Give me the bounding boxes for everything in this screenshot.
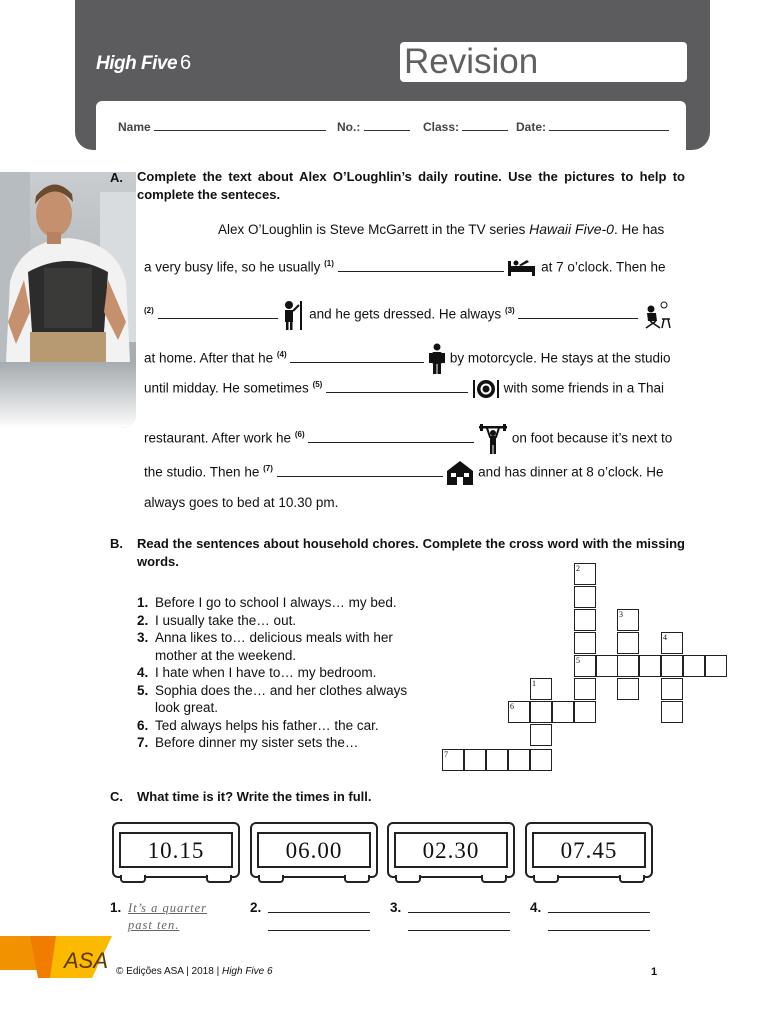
answer-label-1: 1.	[110, 900, 122, 915]
footer-copyright: © Edições ASA | 2018 | High Five 6	[116, 966, 273, 977]
crossword-cell[interactable]	[530, 701, 552, 723]
answer-blank-7[interactable]	[277, 464, 443, 477]
answer-blank-1[interactable]	[338, 259, 504, 272]
crossword-cell[interactable]	[574, 632, 596, 654]
answer-line[interactable]	[548, 930, 650, 931]
crossword-cell[interactable]: 5	[574, 655, 596, 677]
text-line-2: a very busy life, so he usually $^{(1)}$ at 7 o’clock. Then he	[144, 258, 666, 278]
crossword-cell[interactable]: 4	[661, 632, 683, 654]
crossword-cell[interactable]	[617, 655, 639, 677]
crossword-cell[interactable]	[705, 655, 727, 677]
list-item: 5. Sophia does the… and her clothes always	[137, 682, 408, 698]
answer-label-2: 2.	[250, 900, 262, 915]
plate-icon	[472, 379, 500, 399]
text-line-5: until midday. He sometimes $^{(5)}$ with some friends in a Thai	[144, 379, 664, 399]
crossword-cell[interactable]	[683, 655, 705, 677]
crossword-cell[interactable]	[574, 609, 596, 631]
list-item: 7. Before dinner my sister sets the…	[137, 735, 359, 750]
answer-line[interactable]	[408, 912, 510, 913]
digital-clock: 10.15	[112, 822, 240, 878]
crossword-cell[interactable]	[464, 749, 486, 771]
text-line-1: Alex O’Loughlin is Steve McGarrett in the TV series Hawaii Five-0. He has	[218, 221, 665, 237]
list-item: mother at the weekend.	[155, 647, 297, 663]
answer-blank-2[interactable]	[158, 306, 278, 319]
list-item: 2. I usually take the… out.	[137, 612, 297, 628]
section-b-letter: B.	[110, 536, 123, 551]
crossword-cell[interactable]: 6	[508, 701, 530, 723]
asa-logo	[0, 930, 115, 983]
crossword-cell[interactable]	[596, 655, 618, 677]
sentence-list	[137, 594, 427, 752]
weightlifting-icon	[478, 423, 508, 455]
section-c-instruction: What time is it? Write the times in full.	[137, 789, 372, 804]
crossword-cell[interactable]	[530, 724, 552, 746]
crossword-cell[interactable]: 7	[442, 749, 464, 771]
section-c-letter: C.	[110, 789, 123, 804]
actor-photo	[0, 172, 136, 428]
answer-line[interactable]	[268, 930, 370, 931]
answer-label-4: 4.	[530, 900, 542, 915]
bed-icon	[507, 258, 537, 278]
crossword-cell[interactable]	[617, 678, 639, 700]
crossword-cell[interactable]	[552, 701, 574, 723]
person-icon	[428, 343, 446, 375]
digital-clock: 02.30	[387, 822, 515, 878]
list-item: 4. I hate when I have to… my bedroom.	[137, 665, 377, 680]
answer-blank-3[interactable]	[518, 306, 638, 319]
section-a-letter: A.	[110, 170, 123, 185]
answer-blank-6[interactable]	[308, 430, 474, 443]
digital-clock: 06.00	[250, 822, 378, 878]
list-item: 1. Before I go to school I always… my bed.	[137, 595, 397, 610]
brush-teeth-icon	[281, 299, 305, 331]
crossword-cell[interactable]	[617, 632, 639, 654]
list-item: 3. Anna likes to… delicious meals with her	[137, 630, 393, 645]
answer-line[interactable]	[548, 912, 650, 913]
list-item: look great.	[155, 700, 219, 715]
brand-logo: High Five 6	[96, 52, 191, 74]
number-field[interactable]: No.:	[337, 120, 410, 134]
answer-blank-5[interactable]	[326, 380, 468, 393]
date-field[interactable]: Date:	[516, 120, 669, 134]
page-title: Revision	[404, 42, 539, 81]
crossword-cell[interactable]: 2	[574, 563, 596, 585]
example-answer-line-2: past ten.	[128, 918, 180, 932]
text-line-4: at home. After that he $^{(4)}$ by motorcycle. He stays at the studio	[144, 343, 671, 375]
text-line-8: always goes to bed at 10.30 pm.	[144, 495, 339, 510]
text-line-3: $^{(2)}$ and he gets dressed. He always $^{(3)}$	[144, 299, 672, 331]
crossword-cell[interactable]	[486, 749, 508, 771]
crossword-cell[interactable]	[661, 655, 683, 677]
answer-blank-4[interactable]	[290, 350, 424, 363]
crossword-cell[interactable]: 1	[530, 678, 552, 700]
asa-logo-text: ASA	[64, 948, 109, 973]
answer-line[interactable]	[408, 930, 510, 931]
crossword-cell[interactable]	[574, 586, 596, 608]
section-a-instruction: Complete the text about Alex O’Loughlin’s daily routine. Use the pictures to help to complete the senteces.	[137, 169, 685, 202]
house-icon	[446, 460, 474, 486]
example-answer-line-1: It’s a quarter	[128, 901, 208, 915]
crossword-cell[interactable]	[530, 749, 552, 771]
breakfast-icon	[642, 301, 672, 329]
crossword-cell[interactable]	[661, 701, 683, 723]
crossword-cell[interactable]	[639, 655, 661, 677]
crossword-cell[interactable]	[574, 678, 596, 700]
crossword-cell[interactable]	[661, 678, 683, 700]
digital-clock: 07.45	[525, 822, 653, 878]
crossword-cell[interactable]: 3	[617, 609, 639, 631]
section-b-instruction: Read the sentences about household chores. Complete the cross word with the missing words.	[137, 536, 685, 569]
text-line-6: restaurant. After work he $^{(6)}$ on foot because it’s next to	[144, 423, 672, 455]
class-field[interactable]: Class:	[423, 120, 508, 134]
name-field[interactable]: Name	[118, 120, 326, 134]
page-number: 1	[651, 966, 658, 978]
crossword-cell[interactable]	[574, 701, 596, 723]
list-item: 6. Ted always helps his father… the car.	[137, 717, 379, 733]
answer-label-3: 3.	[390, 900, 402, 915]
crossword-cell[interactable]	[508, 749, 530, 771]
text-line-7: the studio. Then he $^{(7)}$ and has dinner at 8 o’clock. He	[144, 460, 664, 486]
answer-line[interactable]	[268, 912, 370, 913]
